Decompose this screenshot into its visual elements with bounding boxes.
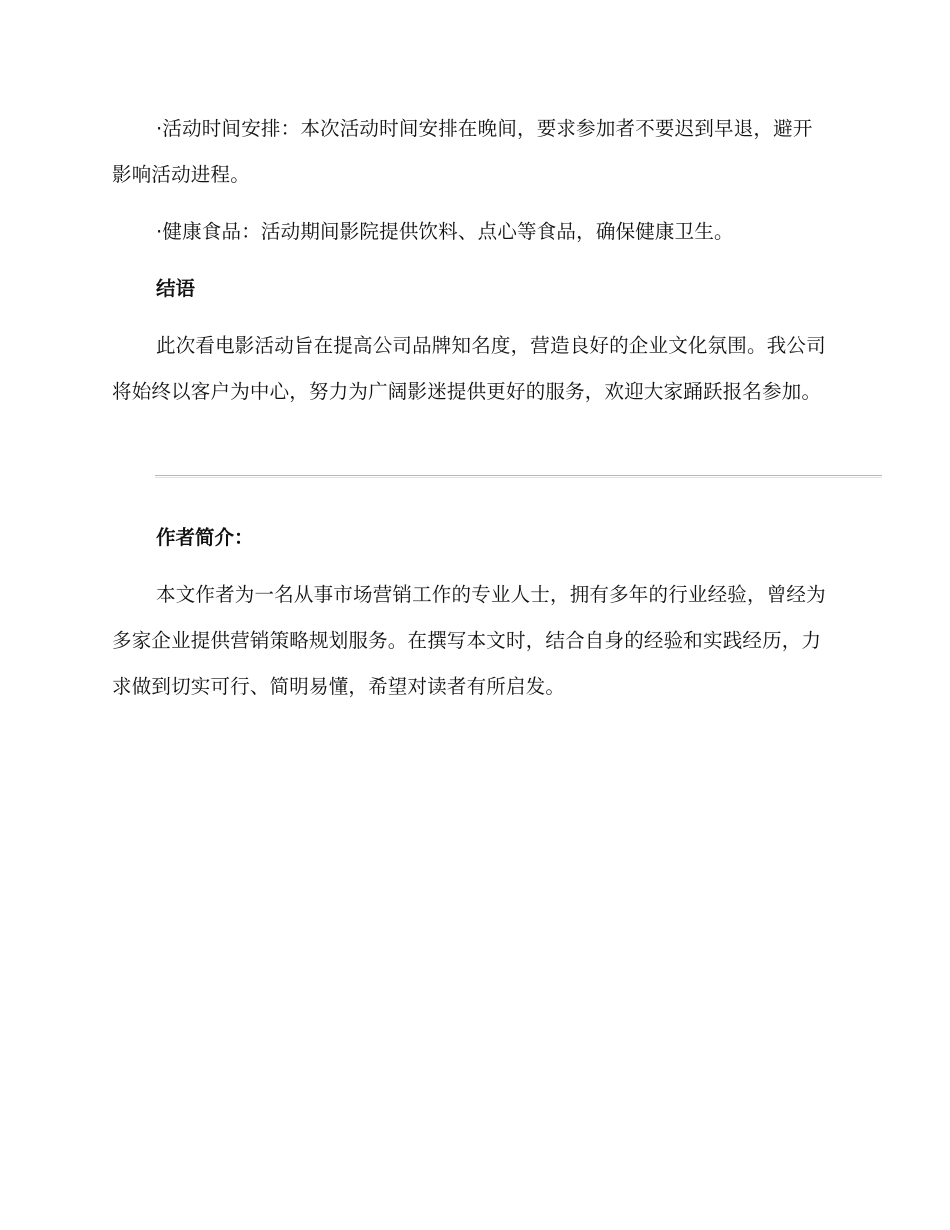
conclusion-paragraph: 此次看电影活动旨在提高公司品牌知名度，营造良好的企业文化氛围。我公司将始终以客户为中心，努力为广阔影迷提供更好的服务，欢迎大家踊跃报名参加。 bbox=[112, 334, 826, 403]
author-paragraph: 本文作者为一名从事市场营销工作的专业人士，拥有多年的行业经验，曾经为多家企业提供营销策略规划服务。在撰写本文时，结合自身的经验和实践经历，力求做到切实可行、简明易懂，希望对读者有所启发。 bbox=[112, 583, 826, 698]
food-label: 健康食品： bbox=[162, 220, 261, 243]
conclusion-heading: 结语 bbox=[156, 277, 196, 300]
section-divider bbox=[155, 475, 882, 478]
main-content bbox=[112, 106, 832, 415]
food-paragraph bbox=[112, 209, 832, 255]
bullet-marker: · bbox=[156, 220, 163, 243]
bullet-marker: · bbox=[156, 117, 163, 140]
schedule-label: 活动时间安排： bbox=[162, 117, 301, 140]
schedule-paragraph bbox=[112, 106, 832, 198]
food-text: 活动期间影院提供饮料、点心等食品，确保健康卫生。 bbox=[260, 220, 734, 243]
author-section bbox=[112, 515, 832, 710]
schedule-text: 本次活动时间安排在晚间，要求参加者不要迟到早退，避开影响活动进程。 bbox=[112, 117, 813, 186]
author-heading: 作者简介： bbox=[156, 526, 254, 549]
